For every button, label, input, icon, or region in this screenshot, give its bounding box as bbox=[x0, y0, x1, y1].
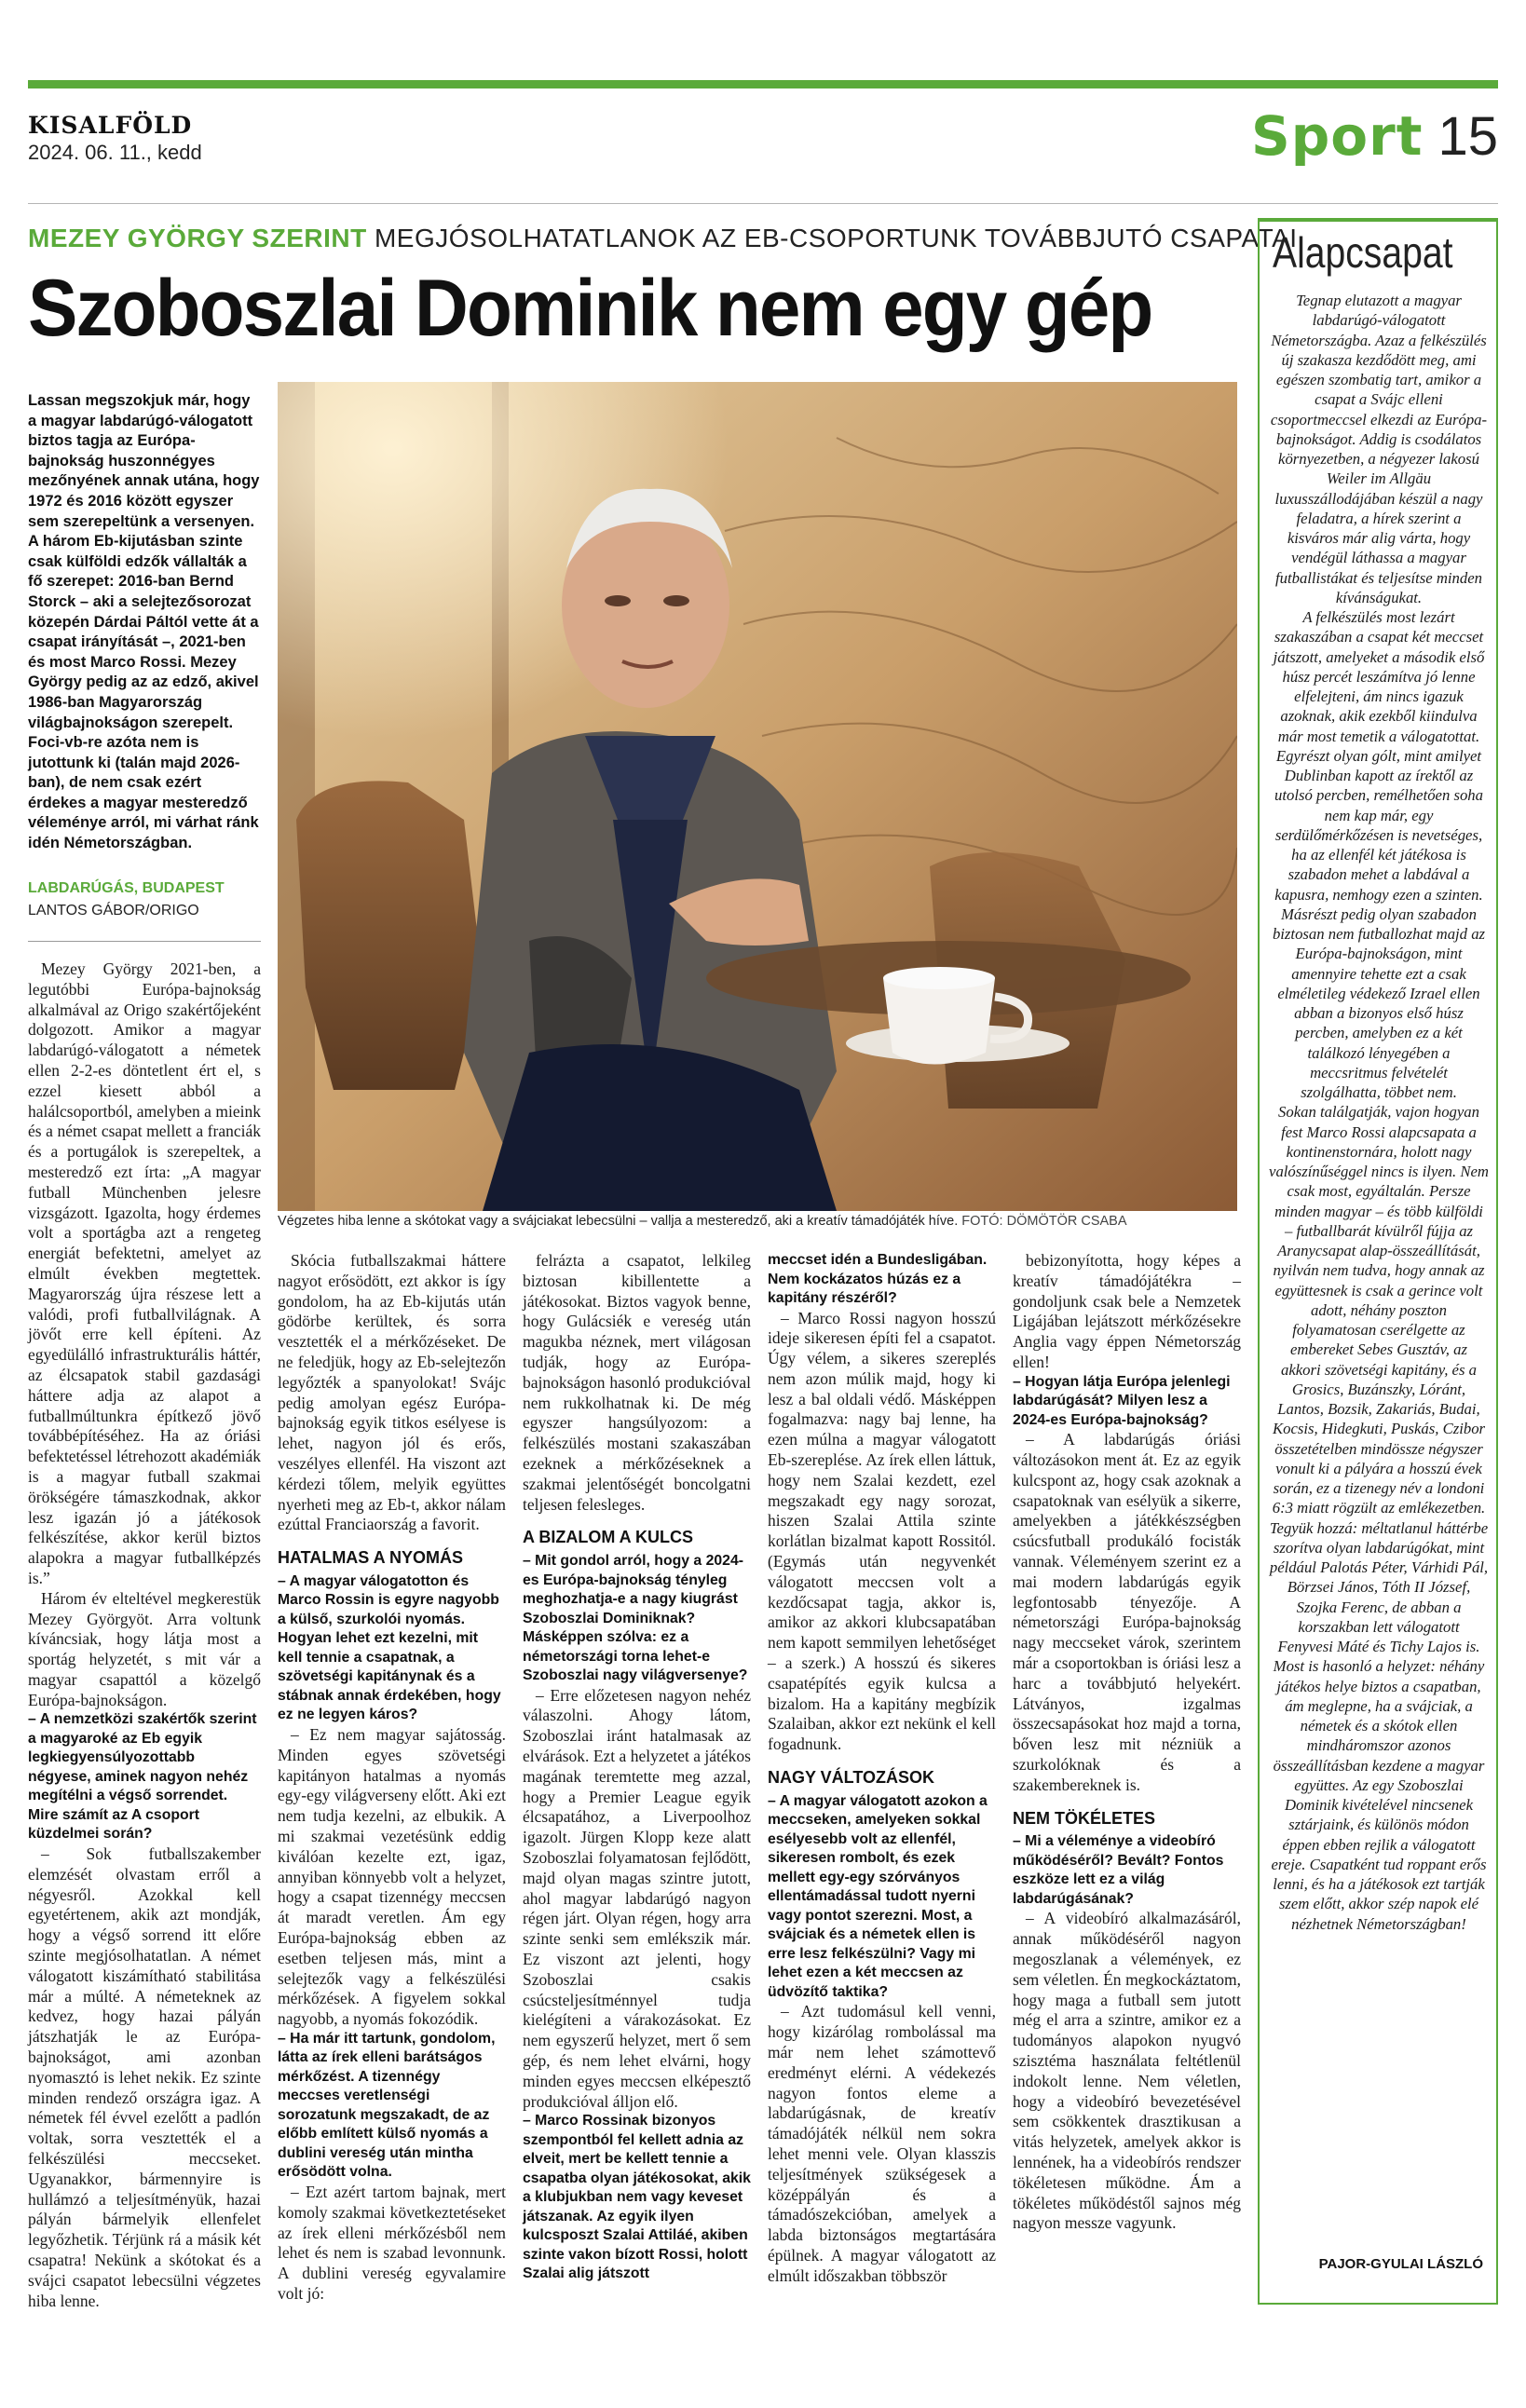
interview-question: – A magyar válogatotton és Marco Rossin is egyre nagyobb a külső, szurkolói nyomás. Hogyan lehet ezt kezelni, mit kell tennie a csapatnak, a szövetségi kapitánynak és a stábnak annak érdekében, hogy ez ne legyen káros? bbox=[278, 1572, 501, 1723]
body-paragraph: Három év elteltével megkerestük Mezey Györgyöt. Arra voltunk kíváncsiak, hogy látja most a sportág helyzetét, s mit vár a magyar csapattól a közelgő Európa-bajnokságon. bbox=[28, 1588, 261, 1709]
subheading: A BIZALOM A KULCS bbox=[523, 1528, 693, 1547]
body-paragraph: – A videobíró alkalmazásáról, annak működéséről nagyon megoszlanak a vélemények, ez sem véletlen. Én megkockáztatom, hogy maga a futball sem jutott még el arra a szintre, amikor ez a tudományos alapokon nyugvó szisztéma használata feltétlenül indokolt lenne. Nem véletlen, hogy a videobíró bevezetésével sem csökkentek drasztikusan a vitás helyzetek, amelyek akkor is lennének, ha a videobírós rendszer tökéletesen működne. Ám a tökéletes működéstől sajnos még nagyon messze vagyunk. bbox=[1013, 1909, 1241, 2233]
photo-caption bbox=[278, 1214, 1237, 1229]
body-column-5 bbox=[1013, 1251, 1241, 2234]
sidebar-paragraph: Tegnap elutazott a magyar labdarúgó-válogatott Németországba. Azaz a felkészülés új szakasza kezdődött meg, ami egészen szombatig tart, amikor a csapat a Svájc elleni csoportmeccsel elkezdi az Európa-bajnokságot. Addig is csodálatos környezetben, a négyezer lakosú Weiler im Allgäu luxusszállodájában készül a nagy feladatra, a hírek szerint a kisváros már alig várta, hogy vendégül láthassa a magyar futballistákat és teljesítse minden kívánságukat. bbox=[1270, 292, 1488, 606]
kicker bbox=[28, 224, 1298, 253]
interview-question: – Hogyan látja Európa jelenlegi labdarúgását? Milyen lesz a 2024-es Európa-bajnokság? bbox=[1013, 1373, 1231, 1428]
interview-question: meccset idén a Bundesligában. Nem kockázatos húzás ez a kapitány részéről? bbox=[768, 1252, 988, 1306]
kicker-text: MEGJÓSOLHATATLANOK AZ EB-CSOPORTUNK TOVÁBBJUTÓ CSAPATAI bbox=[366, 224, 1298, 252]
body-paragraph: – Ez nem magyar sajátosság. Minden egyes szövetségi kapitányon hatalmas a nyomás egy-egy világverseny előtt. Aki ezt nem tudja kezelni, az elbukik. A mi szakmai vezetésünk eddig kiválóan kezelte ezt, igaz, annyiban könnyebb volt a helyzet, hogy a csapat tizennégy meccsen át maradt veretlen. Ám egy Európa-bajnokság ebben az esetben teljesen más, mint a selejtezők vagy a felkészülési mérkőzések. A figyelem sokkal nagyobb, a nyomás fokozódik. bbox=[278, 1724, 506, 2029]
body-paragraph: – Sok futballszakember elemzését olvastam erről a négyesről. Azokkal kell egyetértenem, akik azt mondják, hogy a végső sorrend itt előre szinte megjósolhatatlan. A német válogatott kiszámítható stabilitása már a múlté. A németeknek az kedvez, hogy hazai pályán játszhatják le az Európa-bajnokságot, ami azonban nyomasztó is lehet nekik. Ez szinte minden rendező országra igaz. A németek fél évvel ezelőtt a padlón voltak, sorra vesztették el a felkészülési meccseket. Ugyanakkor, bármennyire is hullámzó a teljesítményük, hazai pályán bármelyik ellenfelet legyőzhetik. Térjünk rá a másik két csapatra! Nekünk a skótokat és a svájci csapatot lebecsülni végzetes hiba lenne. bbox=[28, 1843, 261, 2310]
body-column-3 bbox=[523, 1251, 751, 2284]
sidebar-top-bar bbox=[1258, 218, 1498, 222]
issue-date: 2024. 06. 11., kedd bbox=[28, 141, 202, 164]
header-divider bbox=[28, 203, 1498, 204]
section-name: Sport bbox=[1251, 104, 1424, 168]
photo-illustration bbox=[278, 382, 1237, 1211]
interview-question: – Ha már itt tartunk, gondolom, látta az írek elleni barátságos mérkőzést. A tizennégy meccses veretlenségi sorozatunk megszakadt, de az előbb említett külső nyomás a dublini vereség után mintha erősödött volna. bbox=[278, 2030, 496, 2181]
subheading: HATALMAS A NYOMÁS bbox=[278, 1548, 463, 1568]
body-column-4 bbox=[768, 1251, 996, 2286]
body-paragraph: – Azt tudomásul kell venni, hogy kizárólag rombolással ma már nem lehet számottevő eredményt elérni. A védekezés nagyon fontos eleme a labdarúgásnak, de kreatív támadójáték nélkül nem sokra lehet menni vele. Olyan klasszis teljesítmények szükségesek a középpályán és a támadószekcióban, amelyek a labda biztonságos megtartására épülnek. A magyar válogatott az elmúlt időszakban többször bbox=[768, 2002, 996, 2285]
body-column-2 bbox=[278, 1251, 506, 2305]
section-header bbox=[1251, 104, 1498, 168]
sidebar-paragraph: Most is hasonló a helyzet: néhány játékos helye biztos a csapatban, ám meglepne, ha a svájciak, a németek és a skótok ellen mindháromszor azonos összeállításban kezdene a magyar együttes. Az egy Szoboszlai Dominik kivételével nincsenek sztárjaink, és különös módon éppen ebben rejlik a válogatott ereje. Csapatként tud roppant erős lenni, és ha a játékosok ezt tartják szem előtt, akkor szép napok elé nézhetnek Németországban! bbox=[1271, 1657, 1487, 1933]
byline-place: LABDARÚGÁS, BUDAPEST bbox=[28, 880, 225, 896]
body-paragraph: – A labdarúgás óriási változásokon ment át. Ez az egyik kulcspont az, hogy csak azoknak a csapatoknak van esélyük a sikerre, amelyekben a játékkészségben csúcsfutball produkáló focisták vannak. Véleményem szerint ez a mai modern labdarúgás egyik legfontosabb tényezője. A németországi Európa-bajnokság nagy meccseket várok, szerintem már a csoportokban is óriási lesz a harc a továbbjutó helyekért. Látványos, izgalmas összecsapásokat hoz majd a torna, bőven lesz mit nézniük a szurkolóknak és a szakembereknek is. bbox=[1013, 1430, 1241, 1794]
body-column-1 bbox=[28, 959, 261, 2311]
top-accent-bar bbox=[28, 80, 1498, 88]
subheading: NEM TÖKÉLETES bbox=[1013, 1808, 1156, 1828]
subheading: NAGY VÁLTOZÁSOK bbox=[768, 1768, 935, 1788]
byline bbox=[28, 880, 261, 919]
byline-divider bbox=[28, 941, 261, 942]
page-number: 15 bbox=[1437, 106, 1498, 167]
sidebar-paragraph: A felkészülés most lezárt szakaszában a csapat két meccset játszott, amelyeket a második első húsz percét leszámítva jó lenne elfelejteni, ám nincs igazuk azoknak, akik ezekből kiindulva már most temetik a válogatottat. Egyrészt olyan gólt, mint amilyet Dublinban kapott az írektől az utolsó percben, remélhetően soha nem kap már, egy serdülőmérkőzésen is nevetséges, ha az ellenfél két játékosa is szabadon mehet a labdával a kapusra, nemhogy ezen a szinten. Másrészt pedig olyan szabadon biztosan nem futballozhat majd az Európa-bajnokságon, mint amennyire tehette ezt a csak elméletileg védekező Izrael ellen abban a bizonyos első húsz percben, amelyben ez a két találkozó lényegében a meccsritmus felvételét szolgálhatta, többet nem. bbox=[1272, 608, 1486, 1101]
body-paragraph: Mezey György 2021-ben, a legutóbbi Európa-bajnokság alkalmával az Origo szakértőjeként dolgozott. Amikor a magyar labdarúgó-válogatott a németek ellen 2-2-es döntetlent ért el, s ezzel kiesett abból a halálcsoportból, amelyben a mieink és a német csapat mellett a franciák és a portugálok is szerepeltek, a mesteredző ezt írta: „A magyar futball Münchenben jelesre vizsgázott. Igazolta, hogy érdemes volt a sportágba azt a rengeteg energiát befektetni, amelyet az elmúlt években megtettek. Magyarország újra részese lett a valódi, profi futballvilágnak. A jövőt erre kell építeni. Az egyedülálló infrastrukturális háttér, az élcsapatok stabil gazdasági háttere adja az alapot a futballmúltunkra építkező jövő továbbépítéséhez. Ha az óriási befektetéssel létrehozott akadémiák is a magyar futball szakmai örökségére támaszkodnak, akkor lesz igazán jó a játékosok felkészítése, akkor kerül biztos alapokra a magyar futballképzés is.” bbox=[28, 959, 261, 1587]
sidebar-title: Alapcsapat bbox=[1273, 228, 1453, 277]
lead-paragraph: Lassan megszokjuk már, hogy a magyar labdarúgó-válogatott biztos tagja az Európa-bajnokság huszonnégyes mezőnyének annak utána, hogy 1972 és 2016 között egyszer sem szerepeltünk a versenyen. A három Eb-kijutásban szinte csak külföldi edzők vállalták a fő szerepet: 2016-ban Bernd Storck – aki a selejtezősorozat közepén Dárdai Páltól vette át a csapat irányítását –, 2021-ben és most Marco Rossi. Mezey György pedig az az edző, akivel 1986-ban Magyarország világbajnokságon szerepelt. Foci-vb-re azóta nem is jutottunk ki (talán majd 2026-ban), de nem csak ezért érdekes a magyar mesteredző véleménye arról, mi várhat ránk idén Németországban. bbox=[28, 392, 260, 852]
kicker-highlight: MEZEY GYÖRGY SZERINT bbox=[28, 224, 367, 252]
interview-question: – A magyar válogatott azokon a meccseken, amelyeken sokkal esélyesebb volt az ellenfél, sikeresen rombolt, és ezek mellett egy-egy szórványos ellentámadással tudott nyerni vagy pontot szerezni. Most, a svájciak és a németek ellen is erre lesz felkészülni? Vagy mi lehet ezen a két meccsen az üdvözítő taktika? bbox=[768, 1792, 988, 2000]
interview-question: – Mi a véleménye a videobíró működéséről? Bevált? Fontos eszköze lett ez a világ labdarúgásának? bbox=[1013, 1833, 1224, 1907]
interview-question: – A nemzetközi szakértők szerint a magyaroké az Eb egyik legkiegyensúlyozottabb négyese, aminek nagyon nehéz megítélni a végső sorrendet. Mire számít az A csoport küzdelmei során? bbox=[28, 1711, 257, 1843]
byline-author: LANTOS GÁBOR/ORIGO bbox=[28, 903, 199, 918]
interview-question: – Mit gondol arról, hogy a 2024-es Európa-bajnokság tényleg meghozhatja-e a nagy kiugrást Szoboszlai Dominiknak? Másképpen szólva: ez a németországi torna lehet-e Szoboszlai nagy világversenye? bbox=[523, 1553, 748, 1684]
body-paragraph: – Erre előzetesen nagyon nehéz válaszolni. Ahogy látom, Szoboszlai iránt hatalmasak az elvárások. Ezt a helyzetet a játékos magának teremtette meg azzal, hogy a Premier League egyik élcsapatához, a Liverpoolhoz igazolt. Jürgen Klopp keze alatt Szoboszlai folyamatosan fejlődött, majd olyan magas szintre jutott, ahol magyar labdarúgó nagyon régen járt. Olyan régen, hogy arra szinte senki sem emlékszik már. Ez viszont azt jelenti, hogy Szoboszlai csakis csúcsteljesítménnyel tudja kielégíteni a várakozásokat. Ez nem egyszerű helyzet, mert ő sem gép, és nem lehet elvárni, hogy minden egyes meccsen elképesztő produkcióval álljon elő. bbox=[523, 1685, 751, 2111]
sidebar-paragraph: Sokan találgatják, vajon hogyan fest Marco Rossi alapcsapata a kontinenstornára, holott nagy valószínűséggel nincs is ilyen. Nem csak most, egyáltalán. Persze minden magyar – és több külföldi – futballbarát kívülről fújja az Aranycsapat alap-összeállítását, nyilván nem tudva, hogy annak az együttesnek is csak a gerince volt adott, néhány poszton folyamatosan cserélgette az embereket Sebes Gusztáv, az akkori szövetségi kapitány, és a Grosics, Buzánszky, Lóránt, Lantos, Bozsik, Zakariás, Budai, Kocsis, Hidegkuti, Puskás, Czibor összetételben mindössze négyszer vonult ki a pályára a hosszú évek során, ez a tizenegy név a londoni 6:3 miatt rögzült az emlékezetben. Tegyük hozzá: méltatlanul háttérbe szorítva olyan labdarúgókat, mint például Palotás Péter, Várhidi Pál, Börzsei János, Tóth II József, Szojka Ferenc, de abban a korszakban lett válogatott Fenyvesi Máté és Tichy Lajos is. bbox=[1269, 1103, 1489, 1655]
body-paragraph: – Ezt azért tartom bajnak, mert komoly szakmai következtetéseket az írek elleni mérkőzésből nem lehet és nem is szabad levonnunk. A dublini vereség egyvalamire volt jó: bbox=[278, 2182, 506, 2303]
body-paragraph: bebizonyította, hogy képes a kreatív támadójátékra – gondoljunk csak bele a Nemzetek Ligájában lejátszott mérkőzésekre Anglia vagy éppen Németország ellen! bbox=[1013, 1251, 1241, 1371]
photo-credit: FOTÓ: DÖMÖTÖR CSABA bbox=[961, 1214, 1127, 1229]
caption-text: Végzetes hiba lenne a skótokat vagy a svájciakat lebecsülni – vallja a mesteredző, aki a kreatív támadójáték híve. bbox=[278, 1214, 962, 1229]
masthead bbox=[28, 112, 202, 165]
sidebar-author: PAJOR-GYULAI LÁSZLÓ bbox=[1318, 2256, 1483, 2272]
interview-photo bbox=[278, 382, 1237, 1211]
sidebar-text bbox=[1269, 291, 1489, 1934]
interview-question: – Marco Rossinak bizonyos szempontból fel kellett adnia az elveit, mert be kellett tennie a csapatba olyan játékosokat, akik a klubjukban nem vagy keveset játszanak. Az egyik ilyen kulcsposzt Szalai Attiláé, akiben szinte vakon bízott Rossi, holott Szalai alig játszott bbox=[523, 2113, 751, 2282]
headline: Szoboszlai Dominik nem egy gép bbox=[28, 264, 1152, 353]
body-paragraph: Skócia futballszakmai háttere nagyot erősödött, ezt akkor is így gondolom, ha az Eb-kijutás után gödörbe kerültek, és sorra vesztették el a mérkőzéseket. De ne feledjük, hogy az Eb-selejtezőn legyőzték a spanyolokat! Svájc pedig amolyan egész Európa-bajnokság egyik titkos esélyese is lehet, nagyon jól és erős, veszélyes ellenfél. Ha viszont azt kérdezi tőlem, melyik együttes nyerheti meg az Eb-t, akkor nálam ezúttal Franciaország a favorit. bbox=[278, 1251, 506, 1534]
body-paragraph: felrázta a csapatot, lelkileg biztosan kibillentette a játékosokat. Biztos vagyok benne, hogy Gulácsiék e vereség után magukba néznek, mert világosan tudják, hogy az Európa-bajnokságon hasonló produkcióval nem rukkolhatnak ki. De még egyszer hangsúlyozom: a felkészülés mostani szakaszában ezeknek a mérkőzéseknek a szakmai jelentőségét boncolgatni teljesen felesleges. bbox=[523, 1251, 751, 1514]
newspaper-name: KISALFÖLD bbox=[28, 112, 193, 139]
body-paragraph: – Marco Rossi nagyon hosszú ideje sikeresen építi fel a csapatot. Úgy vélem, a sikeres szereplés nem azon múlik majd, hogy ki lesz a bal oldali védő. Másképpen fogalmazva: nagy baj lenne, ha ezen múlna a magyar válogatott Eb-szereplése. Az írek ellen láttuk, hogy nem Szalai kezdett, ezel megszakadt egy nagy sorozat, hiszen Szalai Attila szinte korlátlan bizalmat kapott Rossitól. (Egymás után negyvenkét válogatott meccsen volt a kezdőcsapat tagja, akkor is, amikor az akkori klubcsapatában nem kapott semmilyen lehetőséget – a szerk.) A hosszú és sikeres csapatépítés egyik kulcsa a bizalom. Ha a kapitány megbízik Szalaiban, akkor ezt nekünk el kell fogadnunk. bbox=[768, 1308, 996, 1754]
